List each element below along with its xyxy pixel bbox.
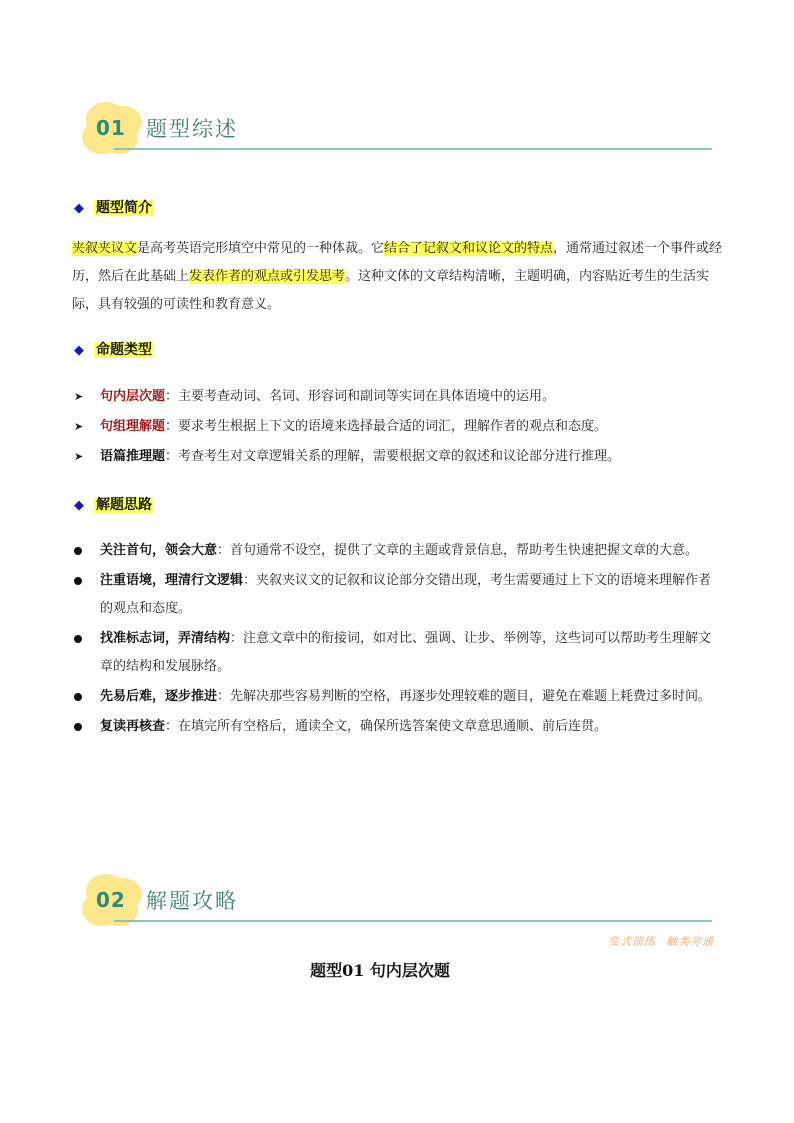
highlight-feature: 结合了记叙文和议论文的特点 [384,241,554,256]
bullet-icon [74,693,82,701]
list-item: ➤ 句内层次题：主要考查动词、名词、形容词和副词等实词在具体语境中的运用。 [72,382,724,412]
list-item: ➤ 语篇推理题：考查考生对文章逻辑关系的理解，需要根据文章的叙述和议论部分进行推理。 [72,442,724,472]
section-header-2 [78,872,712,932]
highlight-purpose: 发表作者的观点或引发思考 [189,269,346,284]
section-number: 02 [96,888,126,912]
types-heading: ◆ 命题类型 [74,342,152,358]
section-divider [114,148,712,150]
section-divider [114,920,712,922]
tagline-part-a: 变式演练 [608,935,656,948]
bullet-icon [74,577,82,585]
section-title: 题型综述 [146,117,238,141]
arrow-right-icon: ➤ [74,390,84,403]
list-item: 注重语境，理清行文逻辑：夹叙夹议文的记叙和议论部分交错出现，考生需要通过上下文的语境来理解作者的观点和态度。 [72,567,724,623]
intro-paragraph: 夹叙夹议文是高考英语完形填空中常见的一种体裁。它结合了记叙文和议论文的特点，通常通过叙述一个事件或经历，然后在此基础上发表作者的观点或引发思考。这种文体的文章结构清晰，主题明确，内容贴近考生的生活实际，具有较强的可读性和教育意义。 [72,241,723,312]
intro-heading: ◆ 题型简介 [74,200,152,216]
bullet-icon [74,547,82,555]
list-item: 复读再核查：在填完所有空格后，通读全文，确保所选答案使文章意思通顺、前后连贯。 [72,713,724,741]
diamond-icon: ◆ [74,498,84,513]
list-item: 找准标志词，弄清结构：注意文章中的衔接词，如对比、强调、让步、举例等，这些词可以帮助考生理解文章的结构和发展脉络。 [72,625,724,681]
approach-heading: ◆ 解题思路 [74,497,152,513]
highlight-term: 夹叙夹议文 [72,241,138,256]
question-type-title: 题型01 句内层次题 [310,961,450,980]
arrow-right-icon: ➤ [74,450,84,463]
tagline [598,933,714,949]
tagline-part-b: 触类旁通 [666,935,714,948]
list-item: 先易后难，逐步推进：先解决那些容易判断的空格，再逐步处理较难的题目，避免在难题上耗费过多时间。 [72,683,724,711]
approach-list [72,537,724,743]
diamond-icon: ◆ [74,343,84,358]
list-item: 关注首句，领会大意：首句通常不设空，提供了文章的主题或背景信息，帮助考生快速把握文章的大意。 [72,537,724,565]
section-number: 01 [96,116,126,140]
section-header-1 [78,100,712,160]
types-list [72,382,724,472]
diamond-icon: ◆ [74,201,84,216]
bullet-icon [74,723,82,731]
section-title: 解题攻略 [146,889,238,913]
list-item: ➤ 句组理解题：要求考生根据上下文的语境来选择最合适的词汇，理解作者的观点和态度。 [72,412,724,442]
arrow-right-icon: ➤ [74,420,84,433]
bullet-icon [74,635,82,643]
